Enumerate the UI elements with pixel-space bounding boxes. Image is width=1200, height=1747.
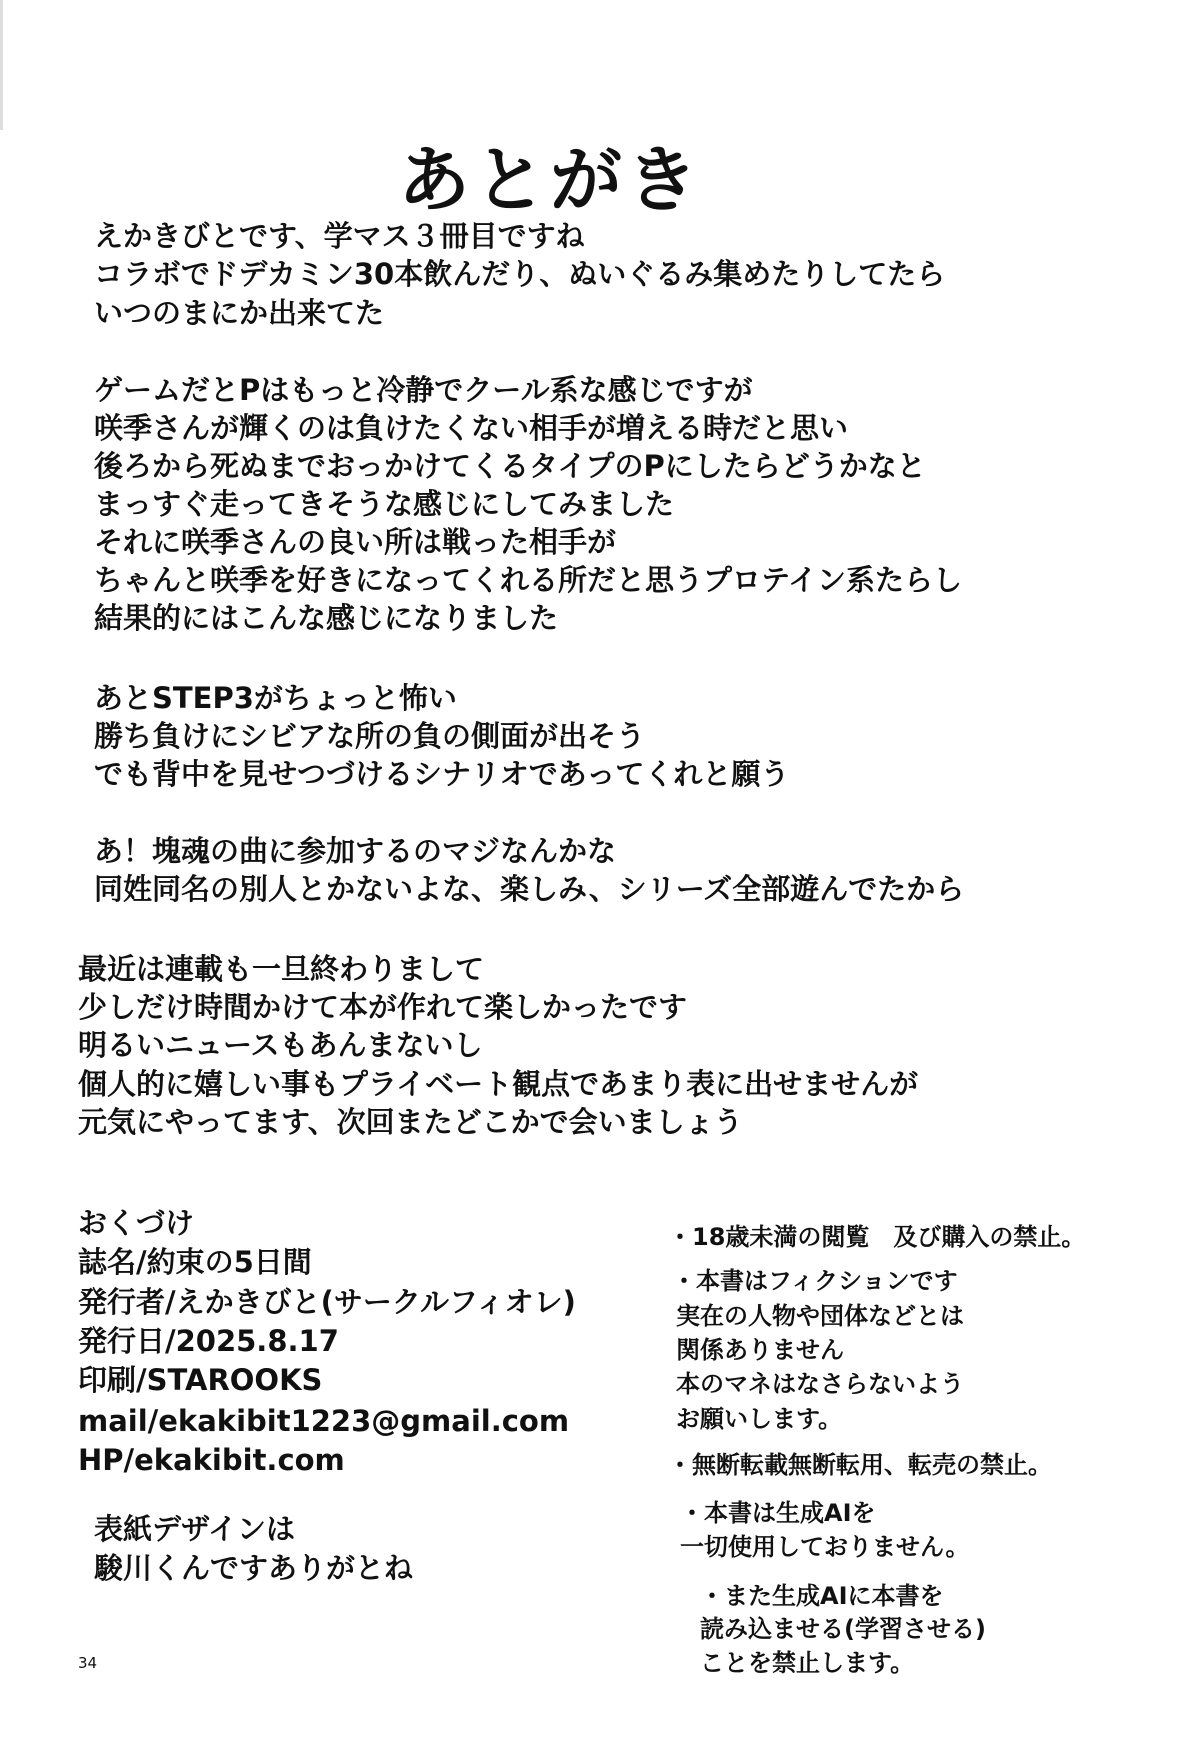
colophon-line: mail/ekakibit1223@gmail.com <box>78 1404 570 1438</box>
body-line: 少しだけ時間かけて本が作れて楽しかったです <box>78 990 688 1024</box>
body-line: 明るいニュースもあんまないし <box>78 1028 483 1062</box>
body-line: 咲季さんが輝くのは負けたくない相手が増える時だと思い <box>94 411 849 445</box>
body-line: 後ろから死ぬまでおっかけてくるタイプのPにしたらどうかなと <box>94 449 926 483</box>
notice-line: ことを禁止します。 <box>700 1649 915 1677</box>
body-line: あ！塊魂の曲に参加するのマジなんかな <box>94 834 617 868</box>
body-line: まっすぐ走ってきそうな感じにしてみました <box>94 487 675 521</box>
colophon-line: HP/ekakibit.com <box>78 1443 345 1477</box>
body-line: それに咲季さんの良い所は戦った相手が <box>94 525 617 559</box>
cover-credit-line: 駿川くんですありがとね <box>94 1551 414 1585</box>
notice-line: ・本書は生成AIを <box>680 1499 876 1527</box>
colophon-line: 発行日/2025.8.17 <box>78 1324 339 1358</box>
body-line: 同姓同名の別人とかないよな、楽しみ、シリーズ全部遊んでたから <box>94 872 965 906</box>
body-line: コラボでドデカミン30本飲んだり、ぬいぐるみ集めたりしてたら <box>94 257 946 291</box>
body-line: えかきびとです、学マス３冊目ですね <box>94 219 585 253</box>
notice-line: 一切使用しておりません。 <box>680 1533 970 1561</box>
colophon-line: 印刷/STAROOKS <box>78 1363 323 1397</box>
body-line: 結果的にはこんな感じになりました <box>94 601 559 635</box>
body-line: ちゃんと咲季を好きになってくれる所だと思うプロテイン系たらし <box>94 563 962 597</box>
body-line: 勝ち負けにシビアな所の負の側面が出そう <box>94 719 646 753</box>
cover-credit-line: 表紙デザインは <box>94 1512 295 1546</box>
page-title: あとがき <box>397 137 702 222</box>
colophon-heading: おくづけ <box>78 1206 195 1240</box>
body-line: でも背中を見せつづけるシナリオであってくれと願う <box>94 757 790 791</box>
notice-line: ・また生成AIに本書を <box>700 1582 944 1610</box>
notice-line: 本のマネはなさらないよう <box>676 1370 964 1398</box>
colophon-line: 発行者/えかきびと(サークルフィオレ) <box>78 1285 576 1319</box>
notice-line: お願いします。 <box>676 1405 843 1433</box>
notice-line: 実在の人物や団体などとは <box>676 1302 964 1330</box>
notice-line: ・18歳未満の閲覧 及び購入の禁止。 <box>668 1223 1086 1251</box>
body-line: 元気にやってます、次回またどこかで会いましょう <box>78 1105 743 1139</box>
body-line: ゲームだとPはもっと冷静でクール系な感じですが <box>94 373 753 407</box>
notice-line: ・無断転載無断転用、転売の禁止。 <box>668 1451 1052 1479</box>
body-line: あとSTEP3がちょっと怖い <box>94 681 457 715</box>
body-line: 個人的に嬉しい事もプライベート観点であまり表に出せませんが <box>78 1067 919 1101</box>
colophon-line: 誌名/約束の5日間 <box>78 1245 312 1279</box>
page-edge-mark <box>0 0 3 130</box>
body-line: 最近は連載も一旦終わりまして <box>78 952 485 986</box>
body-line: いつのまにか出来てた <box>94 296 385 330</box>
notice-line: 読み込ませる(学習させる) <box>700 1615 986 1643</box>
notice-line: 関係ありません <box>676 1336 844 1364</box>
notice-line: ・本書はフィクションです <box>672 1267 958 1295</box>
page-number: 34 <box>78 1654 98 1672</box>
